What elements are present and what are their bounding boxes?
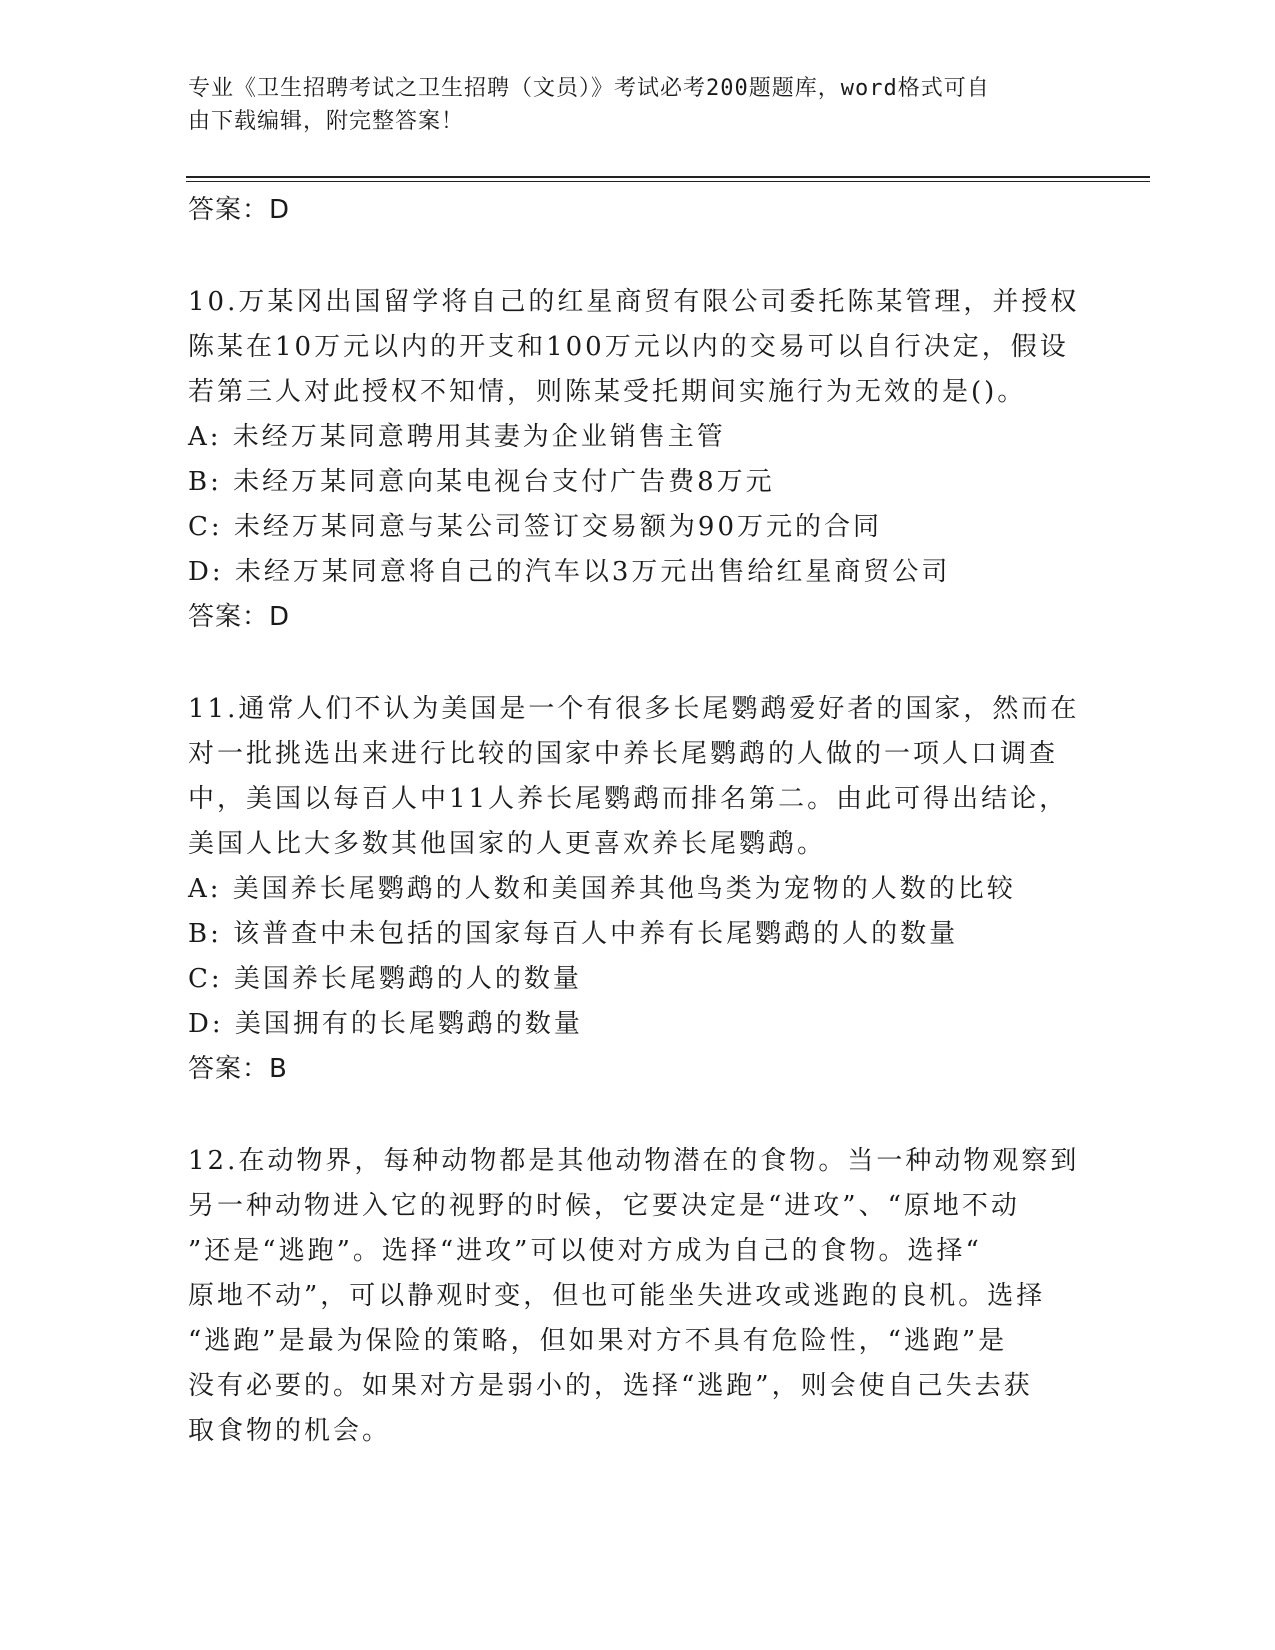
header-divider-thick xyxy=(186,176,1150,178)
question-answer: 答案：D xyxy=(188,602,291,632)
prev-question-answer: 答案：D xyxy=(188,195,291,225)
question-text-line: 中，美国以每百人中11人养长尾鹦鹉而排名第二。由此可得出结论， xyxy=(188,784,1069,814)
question-text-line: “逃跑”是最为保险的策略，但如果对方不具有危险性，“逃跑”是 xyxy=(188,1326,1008,1356)
question-text-line: 另一种动物进入它的视野的时候，它要决定是“进攻”、“原地不动 xyxy=(188,1191,1020,1221)
option-c: C: 美国养长尾鹦鹉的人的数量 xyxy=(188,964,582,994)
question-answer: 答案：B xyxy=(188,1054,288,1084)
option-d: D: 未经万某同意将自己的汽车以3万元出售给红星商贸公司 xyxy=(188,557,951,587)
option-b: B: 未经万某同意向某电视台支付广告费8万元 xyxy=(188,467,775,497)
question-text-line: 12.在动物界，每种动物都是其他动物潜在的食物。当一种动物观察到 xyxy=(188,1146,1080,1176)
question-text-line: 没有必要的。如果对方是弱小的，选择“逃跑”，则会使自己失去获 xyxy=(188,1371,1033,1401)
option-b: B: 该普查中未包括的国家每百人中养有长尾鹦鹉的人的数量 xyxy=(188,919,959,949)
header-divider-thin xyxy=(186,181,1150,182)
question-text-line: 对一批挑选出来进行比较的国家中养长尾鹦鹉的人做的一项人口调查 xyxy=(188,739,1059,769)
question-text-line: 陈某在10万元以内的开支和100万元以内的交易可以自行决定，假设 xyxy=(188,332,1069,362)
question-10 xyxy=(188,280,1088,639)
header-line-2: 由下载编辑，附完整答案！ xyxy=(188,109,465,134)
question-11 xyxy=(188,687,1088,1091)
question-text-line: 美国人比大多数其他国家的人更喜欢养长尾鹦鹉。 xyxy=(188,829,827,859)
header-line-1: 专业《卫生招聘考试之卫生招聘（文员）》考试必考200题题库，word格式可自 xyxy=(188,76,990,101)
option-d: D: 美国拥有的长尾鹦鹉的数量 xyxy=(188,1009,583,1039)
page-header xyxy=(188,72,1088,138)
question-text-line: 若第三人对此授权不知情，则陈某受托期间实施行为无效的是()。 xyxy=(188,377,1027,407)
question-12 xyxy=(188,1139,1088,1454)
question-text-line: 原地不动”，可以静观时变，但也可能坐失进攻或逃跑的良机。选择 xyxy=(188,1281,1046,1311)
question-text-line: 10.万某冈出国留学将自己的红星商贸有限公司委托陈某管理，并授权 xyxy=(188,287,1080,317)
option-a: A: 未经万某同意聘用其妻为企业销售主管 xyxy=(188,422,726,452)
question-text-line: ”还是“逃跑”。选择“进攻”可以使对方成为自己的食物。选择“ xyxy=(188,1236,982,1266)
question-text-line: 取食物的机会。 xyxy=(188,1416,392,1446)
option-c: C: 未经万某同意与某公司签订交易额为90万元的合同 xyxy=(188,512,883,542)
page-content xyxy=(188,188,1088,1454)
option-a: A: 美国养长尾鹦鹉的人数和美国养其他鸟类为宠物的人数的比较 xyxy=(188,874,1016,904)
question-text-line: 11.通常人们不认为美国是一个有很多长尾鹦鹉爱好者的国家，然而在 xyxy=(188,694,1080,724)
